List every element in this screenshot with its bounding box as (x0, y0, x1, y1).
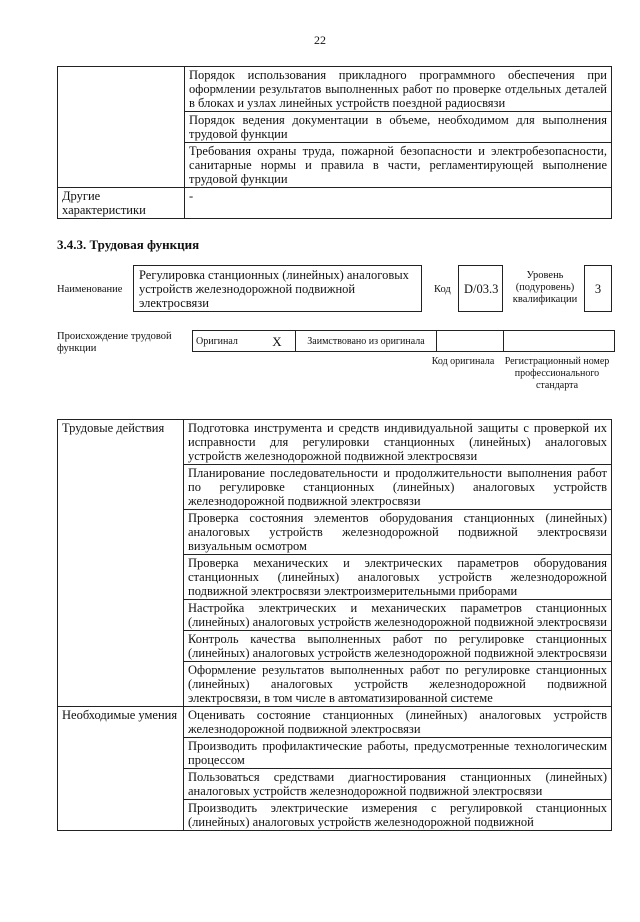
skill-cell: Пользоваться средствами диагностирования станционных (линейных) аналоговых устройств железнодорожной подвижной электросвязи (184, 769, 612, 800)
table-row (58, 67, 612, 112)
labor-action-cell: Планирование последовательности и продолжительности выполнения работ по регулировке станционных (линейных) аналоговых устройств железнодорожной подвижной электросвязи (184, 465, 612, 510)
top-table (57, 66, 612, 219)
code-label: Код (434, 284, 451, 295)
registration-caption: Регистрационный номер профессионального стандарта (504, 356, 610, 391)
function-name-box: Регулировка станционных (линейных) аналоговых устройств железнодорожной подвижной электросвязи (133, 265, 422, 312)
labor-action-cell: Контроль качества выполненных работ по регулировке станционных (линейных) аналоговых устройств железнодорожной подвижной электросвязи (184, 631, 612, 662)
name-label: Наименование (57, 284, 123, 295)
other-characteristics-label: Другие характеристики (58, 188, 185, 219)
empty-label-cell (58, 67, 185, 188)
skill-cell: Производить профилактические работы, предусмотренные технологическим процессом (184, 738, 612, 769)
labor-action-cell: Настройка электрических и механических параметров станционных (линейных) аналоговых устройств железнодорожной подвижной электросвязи (184, 600, 612, 631)
labor-action-cell: Проверка состояния элементов оборудования станционных (линейных) аналоговых устройств железнодорожной подвижной электросвязи визуальным осмотром (184, 510, 612, 555)
labor-action-cell: Оформление результатов выполненных работ по регулировке станционных (линейных) аналоговых устройств железнодорожной подвижной электросвязи, в том числе в автоматизированной системе (184, 662, 612, 707)
labor-actions-label: Трудовые действия (58, 420, 184, 707)
other-characteristics-value: - (185, 188, 612, 219)
registration-number-cell (504, 331, 615, 352)
level-box: 3 (584, 265, 612, 312)
skill-cell: Оценивать состояние станционных (линейных) аналоговых устройств железнодорожной подвижной электросвязи (184, 707, 612, 738)
original-code-cell (437, 331, 504, 352)
section-title: 3.4.3. Трудовая функция (57, 237, 200, 252)
table-row (193, 331, 615, 352)
table-row (58, 188, 612, 219)
main-table (57, 419, 612, 831)
original-label: Оригинал (193, 331, 260, 352)
original-mark: X (259, 331, 296, 352)
code-caption: Код оригинала (431, 356, 495, 367)
skills-label: Необходимые умения (58, 707, 184, 831)
labor-action-cell: Подготовка инструмента и средств индивидуальной защиты с проверкой их исправности для регулировки станционных (линейных) аналоговых устройств железнодорожной подвижной электросвязи (184, 420, 612, 465)
table-cell: Порядок использования прикладного программного обеспечения при оформлении результатов выполненных работ по проверке отдельных деталей в блоках и узлах линейных устройств поездной радиосвязи (185, 67, 612, 112)
level-label: Уровень (подуровень) квалификации (512, 270, 578, 305)
origin-label: Происхождение трудовой функции (57, 331, 172, 354)
page-number: 22 (314, 33, 326, 47)
table-row (58, 707, 612, 738)
origin-table (192, 330, 615, 352)
table-row (58, 420, 612, 465)
skill-cell: Производить электрические измерения с регулировкой станционных (линейных) аналоговых устройств железнодорожной подвижной (184, 800, 612, 831)
code-box: D/03.3 (458, 265, 503, 312)
borrowed-label: Заимствовано из оригинала (296, 331, 437, 352)
table-cell: Порядок ведения документации в объеме, необходимом для выполнения трудовой функции (185, 112, 612, 143)
labor-action-cell: Проверка механических и электрических параметров оборудования станционных (линейных) аналоговых устройств железнодорожной подвижной электросвязи электроизмерительными приборами (184, 555, 612, 600)
table-cell: Требования охраны труда, пожарной безопасности и электробезопасности, санитарные нормы и правила в части, регламентирующей выполнение трудовой функции (185, 143, 612, 188)
